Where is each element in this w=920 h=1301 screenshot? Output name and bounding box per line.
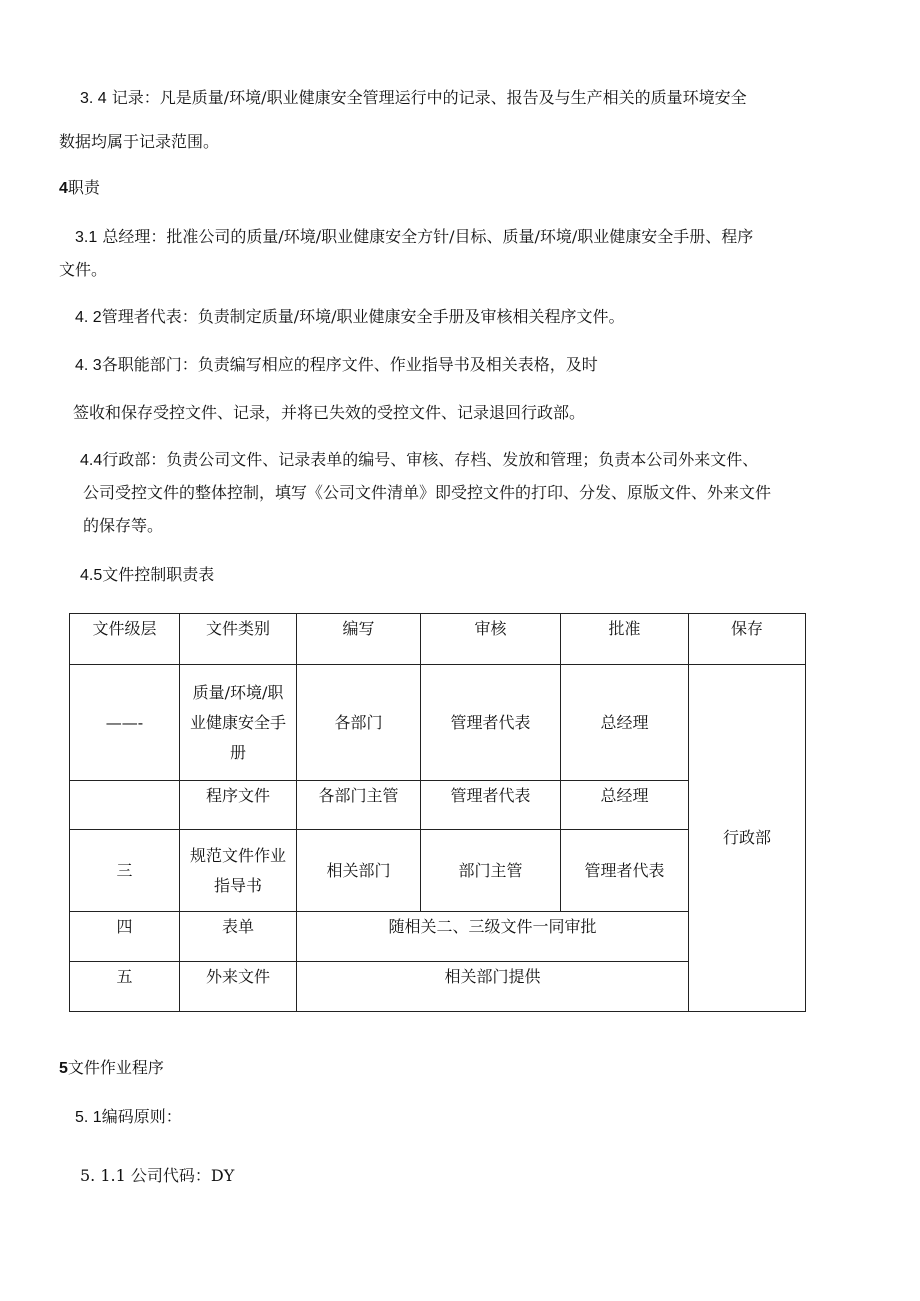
level-cell [70,781,180,830]
author-cell: 各部门 [297,665,421,781]
reviewer-cell: 部门主管 [421,830,561,912]
paragraph-number: 3.1 [75,229,98,246]
header-cell: 编写 [297,614,421,665]
level-cell: 三 [70,830,180,912]
paragraph-number: 3. 4 [80,90,107,107]
paragraph-number: 4. 3 [75,357,102,374]
author-cell: 各部门主管 [297,781,421,830]
category-cell [180,665,297,781]
paragraph-4-4-line2: 公司受控文件的整体控制，填写《公司文件清单》即受控文件的打印、分发、原版文件、外来文件 [83,483,772,502]
category-line: 质量/环境/职 [192,682,284,702]
table-row [70,665,806,781]
category-line: 指导书 [213,875,262,895]
paragraph-text: 各职能部门：负责编写相应的程序文件、作业指导书及相关表格，及时 [101,355,598,374]
paragraph-text: 行政部：负责公司文件、记录表单的编号、审核、存档、发放和管理；负责本公司外来文件、 [102,450,759,469]
paragraph-4-2 [75,306,624,329]
reviewer-cell: 管理者代表 [421,665,561,781]
paragraph-4-1-line1 [75,226,753,249]
level-cell: ——- [70,665,180,781]
section-number: 5 [59,1060,68,1077]
paragraph-4-4-line1 [80,449,758,472]
paragraph-text: 文件控制职责表 [102,565,215,584]
paragraph-4-3-line1 [75,354,598,377]
approver-cell: 管理者代表 [561,830,689,912]
header-cell: 保存 [689,614,806,665]
level-cell: 五 [70,962,180,1012]
category-line: 业健康安全手 [189,712,286,732]
paragraph-text: 总经理：批准公司的质量/环境/职业健康安全方针/目标、质量/环境/职业健康安全手册、程序 [102,227,754,246]
header-cell: 文件类别 [180,614,297,665]
paragraph-number: 4. 2 [75,309,102,326]
merged-approval-cell: 随相关二、三级文件一同审批 [297,912,689,962]
category-cell: 程序文件 [180,781,297,830]
document-control-responsibility-table [69,613,806,1012]
level-cell: 四 [70,912,180,962]
author-cell: 相关部门 [297,830,421,912]
storage-cell: 行政部 [689,665,806,1012]
paragraph-text: 记录：凡是质量/环境/职业健康安全管理运行中的记录、报告及与生产相关的质量环境安全 [111,88,747,107]
merged-approval-cell: 相关部门提供 [297,962,689,1012]
category-cell: 外来文件 [180,962,297,1012]
paragraph-4-5 [80,564,214,587]
paragraph-number: 5. 1 [75,1109,102,1126]
category-line: 册 [229,742,246,762]
table-header-row [70,614,806,665]
paragraph-4-1-line2: 文件。 [59,260,108,279]
paragraph-4-4-line3: 的保存等。 [83,516,164,535]
section-5-heading [59,1057,164,1080]
header-cell: 文件级层 [70,614,180,665]
paragraph-5-1-1: 5. 1.1 公司代码：DY [80,1166,235,1185]
paragraph-number: 4.5 [80,567,103,584]
category-cell: 表单 [180,912,297,962]
approver-cell: 总经理 [561,781,689,830]
category-line: 规范文件作业 [189,845,286,865]
section-4-heading [59,177,100,200]
approver-cell: 总经理 [561,665,689,781]
section-title: 职责 [67,178,100,197]
reviewer-cell: 管理者代表 [421,781,561,830]
paragraph-3-4-line1 [80,87,747,110]
paragraph-number: 4.4 [80,452,103,469]
paragraph-text: 管理者代表：负责制定质量/环境/职业健康安全手册及审核相关程序文件。 [101,307,625,326]
section-title: 文件作业程序 [67,1058,164,1077]
header-cell: 批准 [561,614,689,665]
paragraph-4-3-line2: 签收和保存受控文件、记录，并将已失效的受控文件、记录退回行政部。 [73,403,586,422]
paragraph-text: 编码原则： [101,1107,182,1126]
category-cell [180,830,297,912]
section-number: 4 [59,180,68,197]
paragraph-5-1 [75,1106,182,1129]
paragraph-3-4-line2: 数据均属于记录范围。 [59,132,220,151]
header-cell: 审核 [421,614,561,665]
